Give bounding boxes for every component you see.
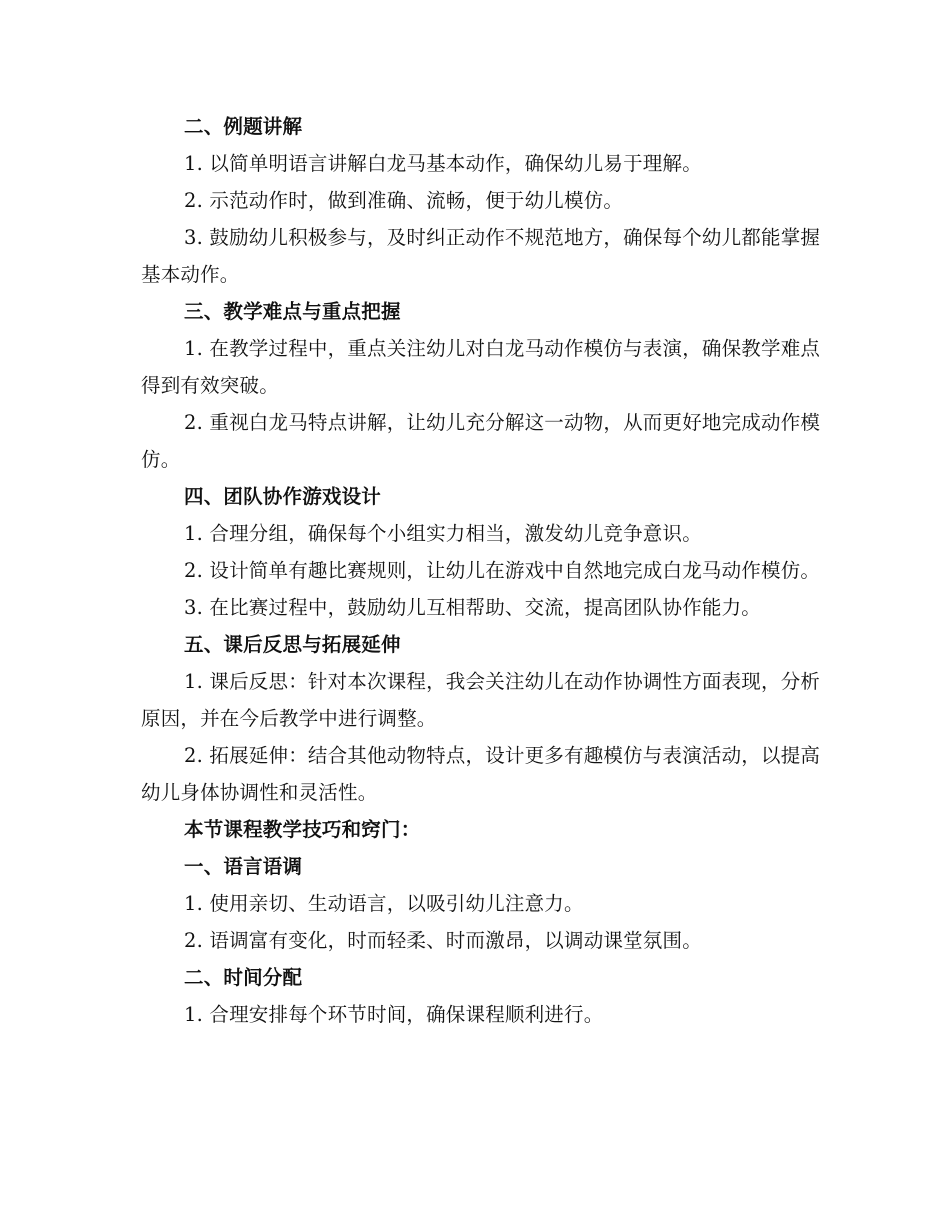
paragraph: 2. 重视白龙马特点讲解，让幼儿充分解这一动物，从而更好地完成动作模仿。 [141, 411, 821, 471]
section-heading: 四、团队协作游戏设计 [184, 485, 382, 508]
paragraph: 3. 在比赛过程中，鼓励幼儿互相帮助、交流，提高团队协作能力。 [184, 596, 762, 619]
paragraph: 1. 课后反思：针对本次课程，我会关注幼儿在动作协调性方面表现，分析原因，并在今后教学中进行调整。 [141, 670, 821, 730]
section-heading: 本节课程教学技巧和窍门： [184, 818, 421, 841]
section-heading: 一、语言语调 [184, 855, 303, 878]
paragraph: 1. 以简单明语言讲解白龙马基本动作，确保幼儿易于理解。 [184, 152, 702, 175]
paragraph: 2. 拓展延伸：结合其他动物特点，设计更多有趣模仿与表演活动，以提高幼儿身体协调性和灵活性。 [141, 744, 821, 804]
paragraph: 2. 语调富有变化，时而轻柔、时而激昂，以调动课堂氛围。 [184, 929, 702, 952]
paragraph: 3. 鼓励幼儿积极参与，及时纠正动作不规范地方，确保每个幼儿都能掌握基本动作。 [141, 226, 821, 286]
paragraph: 2. 示范动作时，做到准确、流畅，便于幼儿模仿。 [184, 189, 624, 212]
section-heading: 三、教学难点与重点把握 [184, 300, 401, 323]
paragraph: 2. 设计简单有趣比赛规则，让幼儿在游戏中自然地完成白龙马动作模仿。 [184, 559, 821, 582]
section-heading: 二、例题讲解 [184, 115, 303, 138]
paragraph: 1. 合理分组，确保每个小组实力相当，激发幼儿竞争意识。 [184, 522, 702, 545]
section-heading: 五、课后反思与拓展延伸 [184, 633, 401, 656]
section-heading: 二、时间分配 [184, 966, 303, 989]
document-body [141, 108, 821, 1033]
paragraph: 1. 合理安排每个环节时间，确保课程顺利进行。 [184, 1003, 604, 1026]
paragraph: 1. 使用亲切、生动语言，以吸引幼儿注意力。 [184, 892, 584, 915]
paragraph: 1. 在教学过程中，重点关注幼儿对白龙马动作模仿与表演，确保教学难点得到有效突破。 [141, 337, 821, 397]
